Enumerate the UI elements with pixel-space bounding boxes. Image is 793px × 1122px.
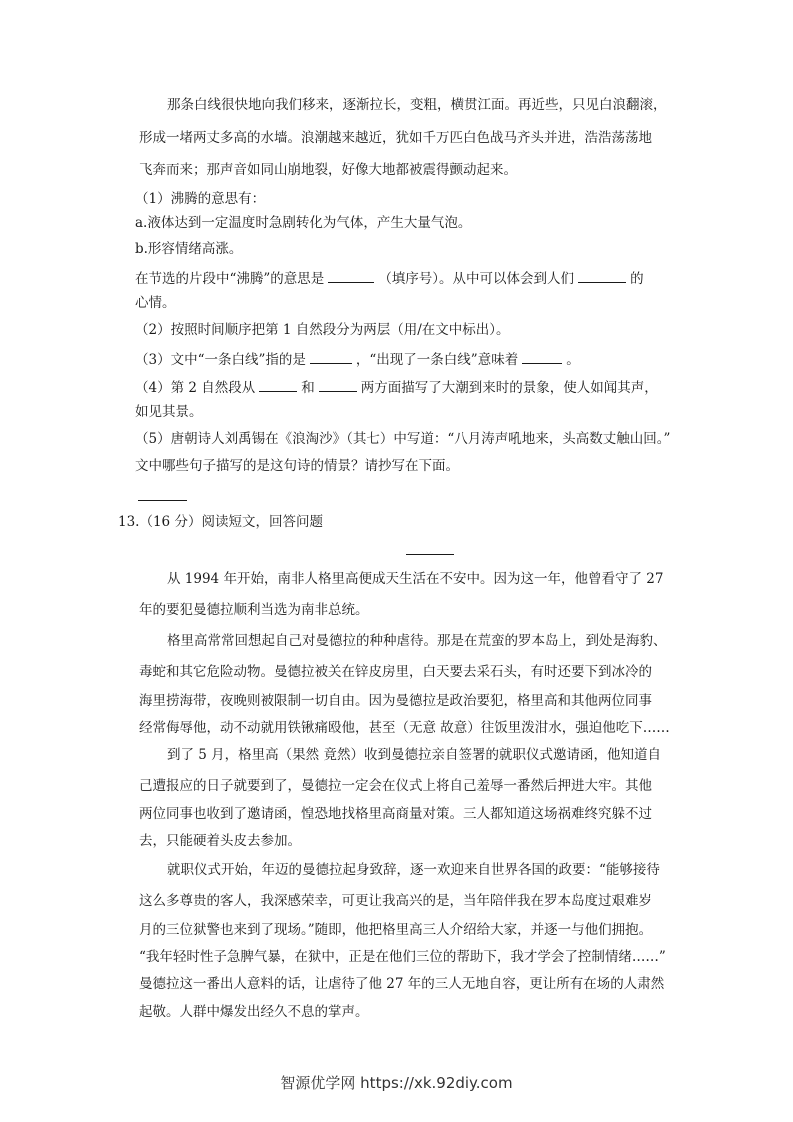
answer-blank[interactable] — [328, 268, 374, 283]
question-4-text-a: （4）第 2 自然段从 — [135, 380, 256, 396]
passage2-line: 海里捞海带，夜晚则被限制一切自由。因为曼德拉是政治要犯，格里高和其他两位同事 — [139, 693, 652, 709]
passage2-line: 曼德拉这一番出人意料的话，让虐待了他 27 年的三人无地自容，更让所有在场的人肃然 — [139, 976, 665, 992]
answer-blank[interactable] — [319, 377, 357, 392]
passage2-line: 月的三位狱警也来到了现场。”随即，他把格里高三人介绍给大家，并逐一与他们拥抱。 — [139, 922, 653, 938]
passage2-line: 去，只能硬着头皮去参加。 — [139, 833, 301, 849]
passage2-line: 这么多尊贵的客人，我深感荣幸，可更让我高兴的是，当年陪伴我在罗本岛度过艰难岁 — [139, 893, 652, 909]
question-1-option-b: b.形容情绪高涨。 — [135, 241, 243, 257]
question-3 — [135, 349, 580, 369]
question-3-text-a: （3）文中“一条白线”指的是 — [135, 352, 306, 368]
answer-blank[interactable] — [578, 268, 626, 283]
question-4-text-c: 两方面描写了大潮到来时的景象，使人如闻其声， — [360, 380, 658, 396]
passage1-line: 形成一堵两丈多高的水墙。浪潮越来越近，犹如千万匹白色战马齐头并进，浩浩荡荡地 — [139, 130, 652, 146]
footer-watermark: 智源优学网 https://xk.92diy.com — [280, 1074, 513, 1092]
answer-blank[interactable] — [259, 377, 297, 392]
question-1-prompt-cont: 心情。 — [135, 295, 176, 311]
passage2-line: “我年轻时性子急脾气暴，在狱中，正是在他们三位的帮助下，我才学会了控制情绪……” — [139, 949, 666, 965]
answer-blank[interactable] — [138, 500, 187, 501]
question-1-text-c: 的 — [630, 271, 644, 287]
question-2: （2）按照时间顺序把第 1 自然段分为两层（用/在文中标出）。 — [135, 322, 510, 338]
question-13-header: 13.（16 分）阅读短文，回答问题 — [118, 514, 323, 530]
passage2-line: 起敬。人群中爆发出经久不息的掌声。 — [139, 1004, 369, 1020]
passage2-line: 两位同事也收到了邀请函，惶恐地找格里高商量对策。三人都知道这场祸难终究躲不过 — [139, 806, 652, 822]
question-3-text-b: ，“出现了一条白线”意味着 — [355, 352, 519, 368]
passage2-line: 毒蛇和其它危险动物。曼德拉被关在锌皮房里，白天要去采石头，有时还要下到冰冷的 — [139, 664, 652, 680]
question-4-text-b: 和 — [301, 380, 315, 396]
passage2-line: 就职仪式开始，年迈的曼德拉起身致辞，逐一欢迎来自世界各国的政要：“能够接待 — [167, 862, 660, 878]
answer-blank[interactable] — [522, 349, 562, 364]
passage2-line: 到了 5 月，格里高（果然 竟然）收到曼德拉亲自签署的就职仪式邀请函，他知道自 — [167, 747, 661, 763]
passage2-line: 格里高常常回想起自己对曼德拉的种种虐待。那是在荒蛮的罗本岛上，到处是海豹、 — [167, 633, 667, 649]
question-1-text-b: （填序号）。从中可以体会到人们 — [378, 271, 575, 287]
answer-blank[interactable] — [310, 349, 352, 364]
title-blank[interactable] — [406, 554, 454, 555]
passage2-line: 经常侮辱他，动不动就用铁锹痛殴他，甚至（无意 故意）往饭里泼泔水，强迫他吃下…… — [139, 720, 670, 736]
passage2-line: 年的要犯曼德拉顺利当选为南非总统。 — [139, 602, 369, 618]
question-4-cont: 如见其景。 — [135, 404, 203, 420]
question-1-text-a: 在节选的片段中“沸腾”的意思是 — [135, 271, 325, 287]
question-3-text-c: 。 — [566, 352, 580, 368]
passage2-line: 己遭报应的日子就要到了，曼德拉一定会在仪式上将自己羞辱一番然后押进大牢。其他 — [139, 778, 652, 794]
passage1-line: 飞奔而来；那声音如同山崩地裂，好像大地都被震得颤动起来。 — [139, 162, 517, 178]
passage1-line: 那条白线很快地向我们移来，逐渐拉长，变粗，横贯江面。再近些，只见白浪翻滚， — [167, 97, 667, 113]
question-5: （5）唐朝诗人刘禹锡在《浪淘沙》（其七）中写道：“八月涛声吼地来，头高数丈触山回。” — [135, 431, 671, 447]
question-1-prompt — [135, 268, 644, 288]
question-5-cont: 文中哪些句子描写的是这句诗的情景？请抄写在下面。 — [135, 458, 459, 474]
question-4 — [135, 377, 658, 397]
question-1-option-a: a.液体达到一定温度时急剧转化为气体，产生大量气泡。 — [135, 215, 472, 231]
passage2-line: 从 1994 年开始，南非人格里高便成天生活在不安中。因为这一年，他曾看守了 27 — [167, 571, 664, 587]
question-1-title: （1）沸腾的意思有： — [135, 191, 266, 207]
